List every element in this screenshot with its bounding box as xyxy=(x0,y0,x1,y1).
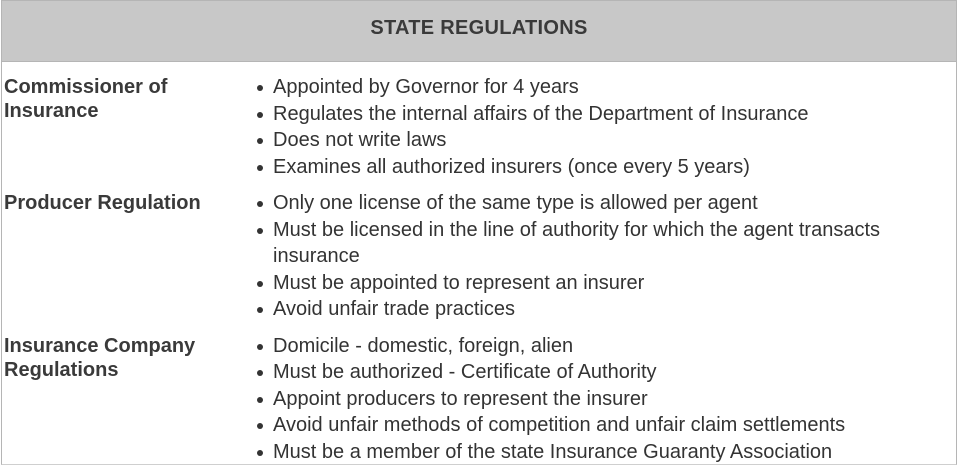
list-item xyxy=(252,439,913,466)
list-item-text: Only one license of the same type is allowed per agent xyxy=(273,192,758,214)
bullet-icon xyxy=(257,450,263,456)
list-item-text: Avoid unfair trade practices xyxy=(273,298,515,320)
bullet-icon xyxy=(257,201,263,207)
bullet-icon xyxy=(257,397,263,403)
table-row-commissioner xyxy=(2,74,956,180)
state-regulations-table xyxy=(1,0,957,465)
list-item xyxy=(252,154,913,181)
list-item-text: Examines all authorized insurers (once every 5 years) xyxy=(273,155,750,178)
list-item-text: Must be authorized - Certificate of Authority xyxy=(273,361,657,383)
list-item xyxy=(252,333,913,360)
bullet-icon xyxy=(257,85,263,91)
list-item-text: Appointed by Governor for 4 years xyxy=(273,76,579,98)
bullet-icon xyxy=(257,281,263,287)
table-row-producer-regulation xyxy=(2,190,956,323)
bullet-icon xyxy=(257,228,263,234)
table-header xyxy=(2,1,956,62)
list-item-text: Regulates the internal affairs of the Department of Insurance xyxy=(273,102,809,125)
list-item xyxy=(252,127,913,154)
bullet-list xyxy=(252,74,956,180)
list-item xyxy=(252,386,913,413)
bullet-icon xyxy=(257,307,263,313)
list-item-text: Avoid unfair methods of competition and unfair claim settlements xyxy=(273,414,846,436)
row-label: Commissioner of Insurance xyxy=(4,76,168,122)
list-item xyxy=(252,296,913,323)
list-item-text: Must be appointed to represent an insurer xyxy=(273,271,645,294)
bullet-icon xyxy=(257,370,263,376)
list-item-text: Domicile - domestic, foreign, alien xyxy=(273,334,574,357)
bullet-icon xyxy=(257,344,263,350)
list-item xyxy=(252,101,913,128)
bullet-icon xyxy=(257,138,263,144)
table-row-insurance-company-regulations xyxy=(2,333,956,466)
bullet-list xyxy=(252,333,956,466)
bullet-icon xyxy=(257,112,263,118)
bullet-icon xyxy=(257,165,263,171)
list-item xyxy=(252,190,913,217)
list-item-text: Must be licensed in the line of authority for which the agent transacts insurance xyxy=(273,218,881,267)
bullet-list xyxy=(252,190,956,323)
list-item-text: Does not write laws xyxy=(273,129,447,151)
row-label: Insurance Company Regulations xyxy=(4,334,196,381)
list-item xyxy=(252,217,913,270)
list-item xyxy=(252,412,913,439)
list-item-text: Must be a member of the state Insurance Guaranty Association xyxy=(273,440,833,463)
table-title: STATE REGULATIONS xyxy=(370,16,588,39)
list-item xyxy=(252,359,913,386)
bullet-icon xyxy=(257,423,263,429)
list-item xyxy=(252,270,913,297)
list-item xyxy=(252,74,913,101)
list-item-text: Appoint producers to represent the insurer xyxy=(273,387,648,410)
row-label: Producer Regulation xyxy=(4,192,201,214)
